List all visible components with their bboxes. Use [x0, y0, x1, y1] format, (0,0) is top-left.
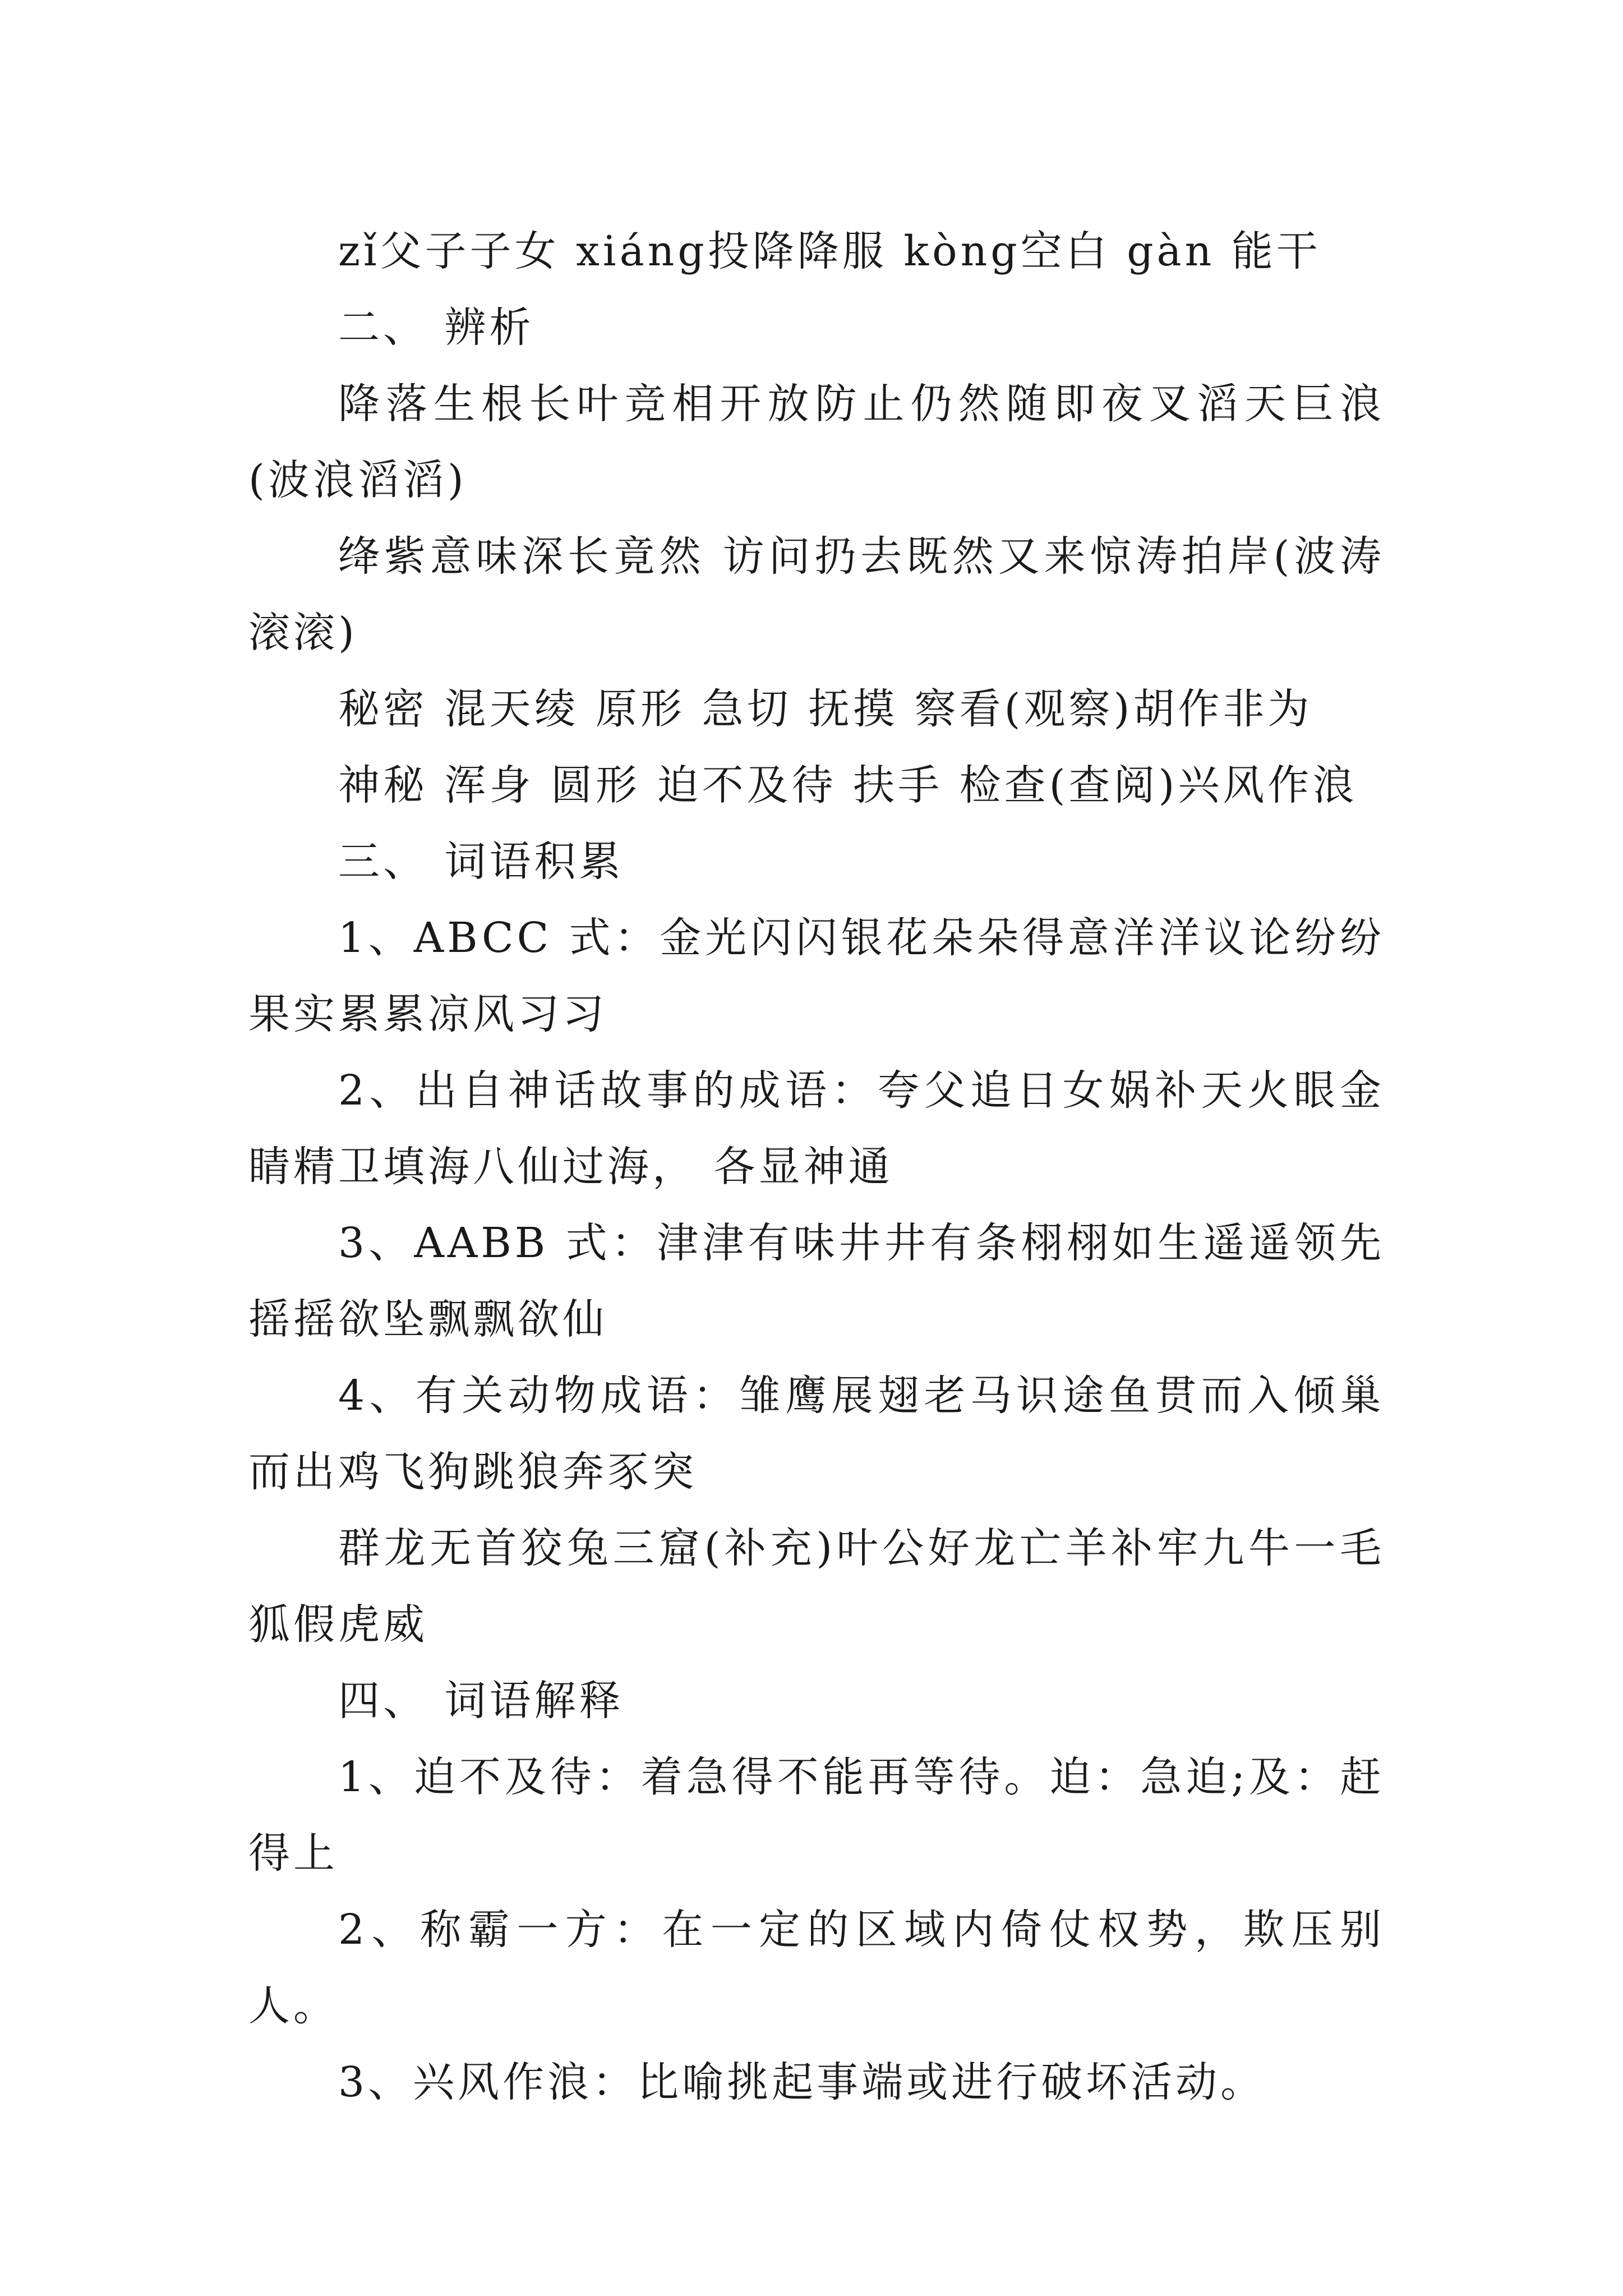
- text-paragraph: 1、ABCC 式：金光闪闪银花朵朵得意洋洋议论纷纷果实累累凉风习习: [248, 914, 1385, 1038]
- text-paragraph: 降落生根长叶竞相开放防止仍然随即夜叉滔天巨浪(波浪滔滔): [248, 380, 1385, 504]
- text-paragraph: 绛紫意味深长竟然 访问扔去既然又来惊涛拍岸(波涛滚滚): [248, 532, 1385, 657]
- document-body: [248, 213, 1385, 2120]
- text-paragraph: 4、有关动物成语：雏鹰展翅老马识途鱼贯而入倾巢而出鸡飞狗跳狼奔豕突: [248, 1372, 1385, 1496]
- text-paragraph: 2、称霸一方：在一定的区域内倚仗权势，欺压别人。: [248, 1906, 1385, 2030]
- text-paragraph: 3、兴风作浪：比喻挑起事端或进行破坏活动。: [338, 2058, 1266, 2106]
- text-paragraph: 1、迫不及待：着急得不能再等待。迫：急迫;及：赶得上: [248, 1753, 1385, 1878]
- section-heading-bianxi: 二、 辨析: [338, 303, 534, 352]
- text-paragraph: 2、出自神话故事的成语：夸父追日女娲补天火眼金睛精卫填海八仙过海， 各显神通: [248, 1066, 1385, 1191]
- section-heading-ciyu-jieshi: 四、 词语解释: [338, 1677, 624, 1725]
- pinyin-line: zǐ父子子女 xiáng投降降服 kòng空白 gàn 能干: [338, 227, 1321, 275]
- text-paragraph: 3、AABB 式：津津有味井井有条栩栩如生遥遥领先摇摇欲坠飘飘欲仙: [248, 1219, 1385, 1343]
- text-paragraph: 秘密 混天绫 原形 急切 抚摸 察看(观察)胡作非为: [338, 685, 1313, 733]
- text-paragraph: 神秘 浑身 圆形 迫不及待 扶手 检查(查阅)兴风作浪: [338, 761, 1358, 809]
- section-heading-ciyu-jilei: 三、 词语积累: [338, 838, 624, 886]
- text-paragraph: 群龙无首狡兔三窟(补充)叶公好龙亡羊补牢九牛一毛狐假虎威: [248, 1524, 1385, 1649]
